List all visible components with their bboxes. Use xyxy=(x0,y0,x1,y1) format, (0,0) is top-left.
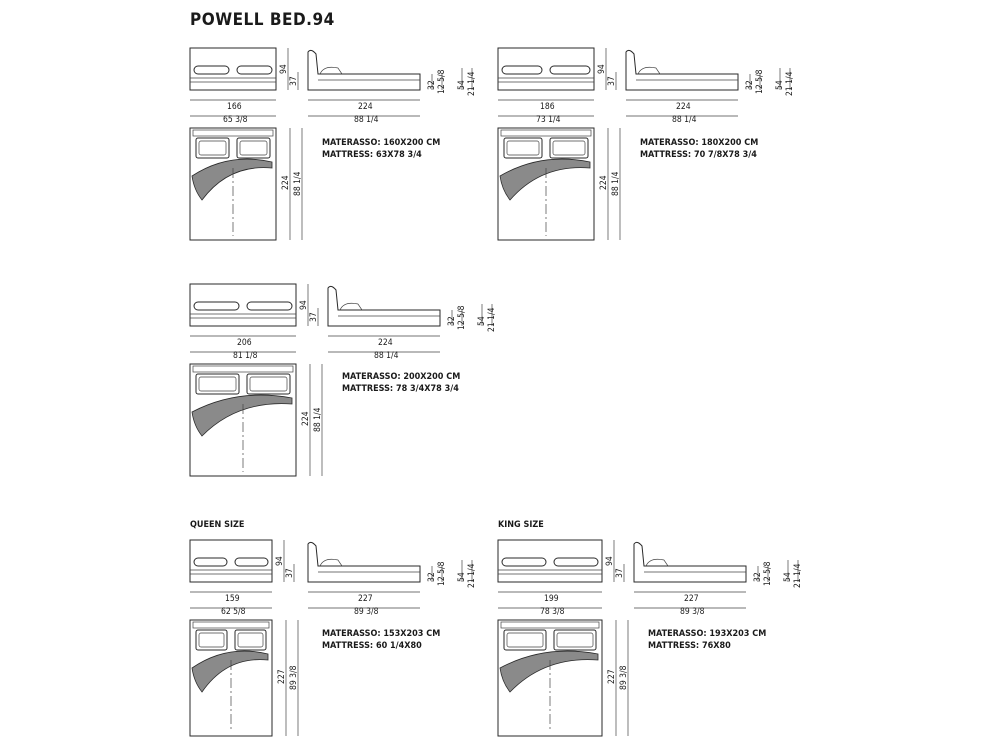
mattress-size-en: MATTRESS: 63X78 3/4 xyxy=(322,150,422,160)
front-view xyxy=(498,540,625,617)
plan-length-dim: 224 xyxy=(301,411,311,426)
side-total-dim: 54 xyxy=(775,80,785,90)
page-title: POWELL BED.94 xyxy=(190,10,335,30)
side-total-dim: 54 xyxy=(477,316,487,326)
plan-view xyxy=(190,364,323,476)
side-total-dim: 54 xyxy=(457,572,467,582)
front-subheight-dim: 37 xyxy=(285,568,295,578)
length-inches-dim: 89 3/8 xyxy=(680,607,705,617)
length-dim: 224 xyxy=(676,102,691,112)
side-base-dim: 32 xyxy=(427,80,437,90)
side-base-inches-dim: 12 5/8 xyxy=(457,305,467,330)
plan-length-inches-dim: 89 3/8 xyxy=(289,665,299,690)
length-dim: 227 xyxy=(684,594,699,604)
width-dim: 199 xyxy=(544,594,559,604)
width-inches-dim: 78 3/8 xyxy=(540,607,565,617)
length-inches-dim: 88 1/4 xyxy=(672,115,697,125)
size-label: KING SIZE xyxy=(498,520,544,530)
width-dim: 206 xyxy=(237,338,252,348)
mattress-size-en: MATTRESS: 70 7/8X78 3/4 xyxy=(640,150,757,160)
side-base-dim: 32 xyxy=(427,572,437,582)
plan-view xyxy=(498,128,621,240)
side-total-dim: 54 xyxy=(457,80,467,90)
side-base-dim: 32 xyxy=(745,80,755,90)
front-view xyxy=(190,284,319,361)
side-total-inches-dim: 21 1/4 xyxy=(785,71,795,96)
front-view xyxy=(190,48,299,125)
side-base-inches-dim: 12 5/8 xyxy=(763,561,773,586)
mattress-size-en: MATTRESS: 78 3/4X78 3/4 xyxy=(342,384,459,394)
front-height-dim: 94 xyxy=(597,64,607,74)
bed-group-king xyxy=(498,520,803,736)
length-dim: 224 xyxy=(378,338,393,348)
front-subheight-dim: 37 xyxy=(607,76,617,86)
bed-group-200 xyxy=(190,284,497,476)
side-total-inches-dim: 21 1/4 xyxy=(467,563,477,588)
plan-view xyxy=(190,128,303,240)
plan-length-inches-dim: 88 1/4 xyxy=(293,171,303,196)
plan-length-dim: 224 xyxy=(281,175,291,190)
plan-length-dim: 227 xyxy=(607,669,617,684)
mattress-size-en: MATTRESS: 60 1/4X80 xyxy=(322,641,422,651)
mattress-size-it: MATERASSO: 153X203 CM xyxy=(322,629,441,639)
side-base-inches-dim: 12 5/8 xyxy=(437,561,447,586)
plan-length-dim: 227 xyxy=(277,669,287,684)
plan-length-dim: 224 xyxy=(599,175,609,190)
side-base-inches-dim: 12 5/8 xyxy=(437,69,447,94)
mattress-size-it: MATERASSO: 193X203 CM xyxy=(648,629,767,639)
length-inches-dim: 89 3/8 xyxy=(354,607,379,617)
side-base-dim: 32 xyxy=(753,572,763,582)
front-view xyxy=(498,48,617,125)
side-total-inches-dim: 21 1/4 xyxy=(487,307,497,332)
front-height-dim: 94 xyxy=(299,300,309,310)
mattress-size-it: MATERASSO: 200X200 CM xyxy=(342,372,461,382)
front-height-dim: 94 xyxy=(605,556,615,566)
front-subheight-dim: 37 xyxy=(309,312,319,322)
side-view xyxy=(634,542,803,617)
side-total-inches-dim: 21 1/4 xyxy=(793,563,803,588)
width-inches-dim: 81 1/8 xyxy=(233,351,258,361)
side-base-inches-dim: 12 5/8 xyxy=(755,69,765,94)
plan-length-inches-dim: 88 1/4 xyxy=(313,407,323,432)
length-dim: 224 xyxy=(358,102,373,112)
side-base-dim: 32 xyxy=(447,316,457,326)
front-height-dim: 94 xyxy=(275,556,285,566)
mattress-size-en: MATTRESS: 76X80 xyxy=(648,641,731,651)
plan-view xyxy=(190,620,299,736)
plan-length-inches-dim: 89 3/8 xyxy=(619,665,629,690)
bed-group-180 xyxy=(498,48,795,240)
size-label: QUEEN SIZE xyxy=(190,520,245,530)
width-inches-dim: 65 3/8 xyxy=(223,115,248,125)
width-dim: 166 xyxy=(227,102,242,112)
width-dim: 186 xyxy=(540,102,555,112)
plan-view xyxy=(498,620,629,736)
length-inches-dim: 88 1/4 xyxy=(374,351,399,361)
mattress-size-it: MATERASSO: 180X200 CM xyxy=(640,138,759,148)
mattress-size-it: MATERASSO: 160X200 CM xyxy=(322,138,441,148)
front-view xyxy=(190,540,295,617)
bed-group-queen xyxy=(190,520,477,736)
plan-length-inches-dim: 88 1/4 xyxy=(611,171,621,196)
front-subheight-dim: 37 xyxy=(289,76,299,86)
bed-group-160 xyxy=(190,48,477,240)
length-dim: 227 xyxy=(358,594,373,604)
side-view xyxy=(308,542,477,617)
front-height-dim: 94 xyxy=(279,64,289,74)
side-view xyxy=(328,286,497,361)
side-total-dim: 54 xyxy=(783,572,793,582)
width-inches-dim: 62 5/8 xyxy=(221,607,246,617)
side-view xyxy=(308,50,477,125)
side-view xyxy=(626,50,795,125)
width-dim: 159 xyxy=(225,594,240,604)
front-subheight-dim: 37 xyxy=(615,568,625,578)
width-inches-dim: 73 1/4 xyxy=(536,115,561,125)
side-total-inches-dim: 21 1/4 xyxy=(467,71,477,96)
length-inches-dim: 88 1/4 xyxy=(354,115,379,125)
